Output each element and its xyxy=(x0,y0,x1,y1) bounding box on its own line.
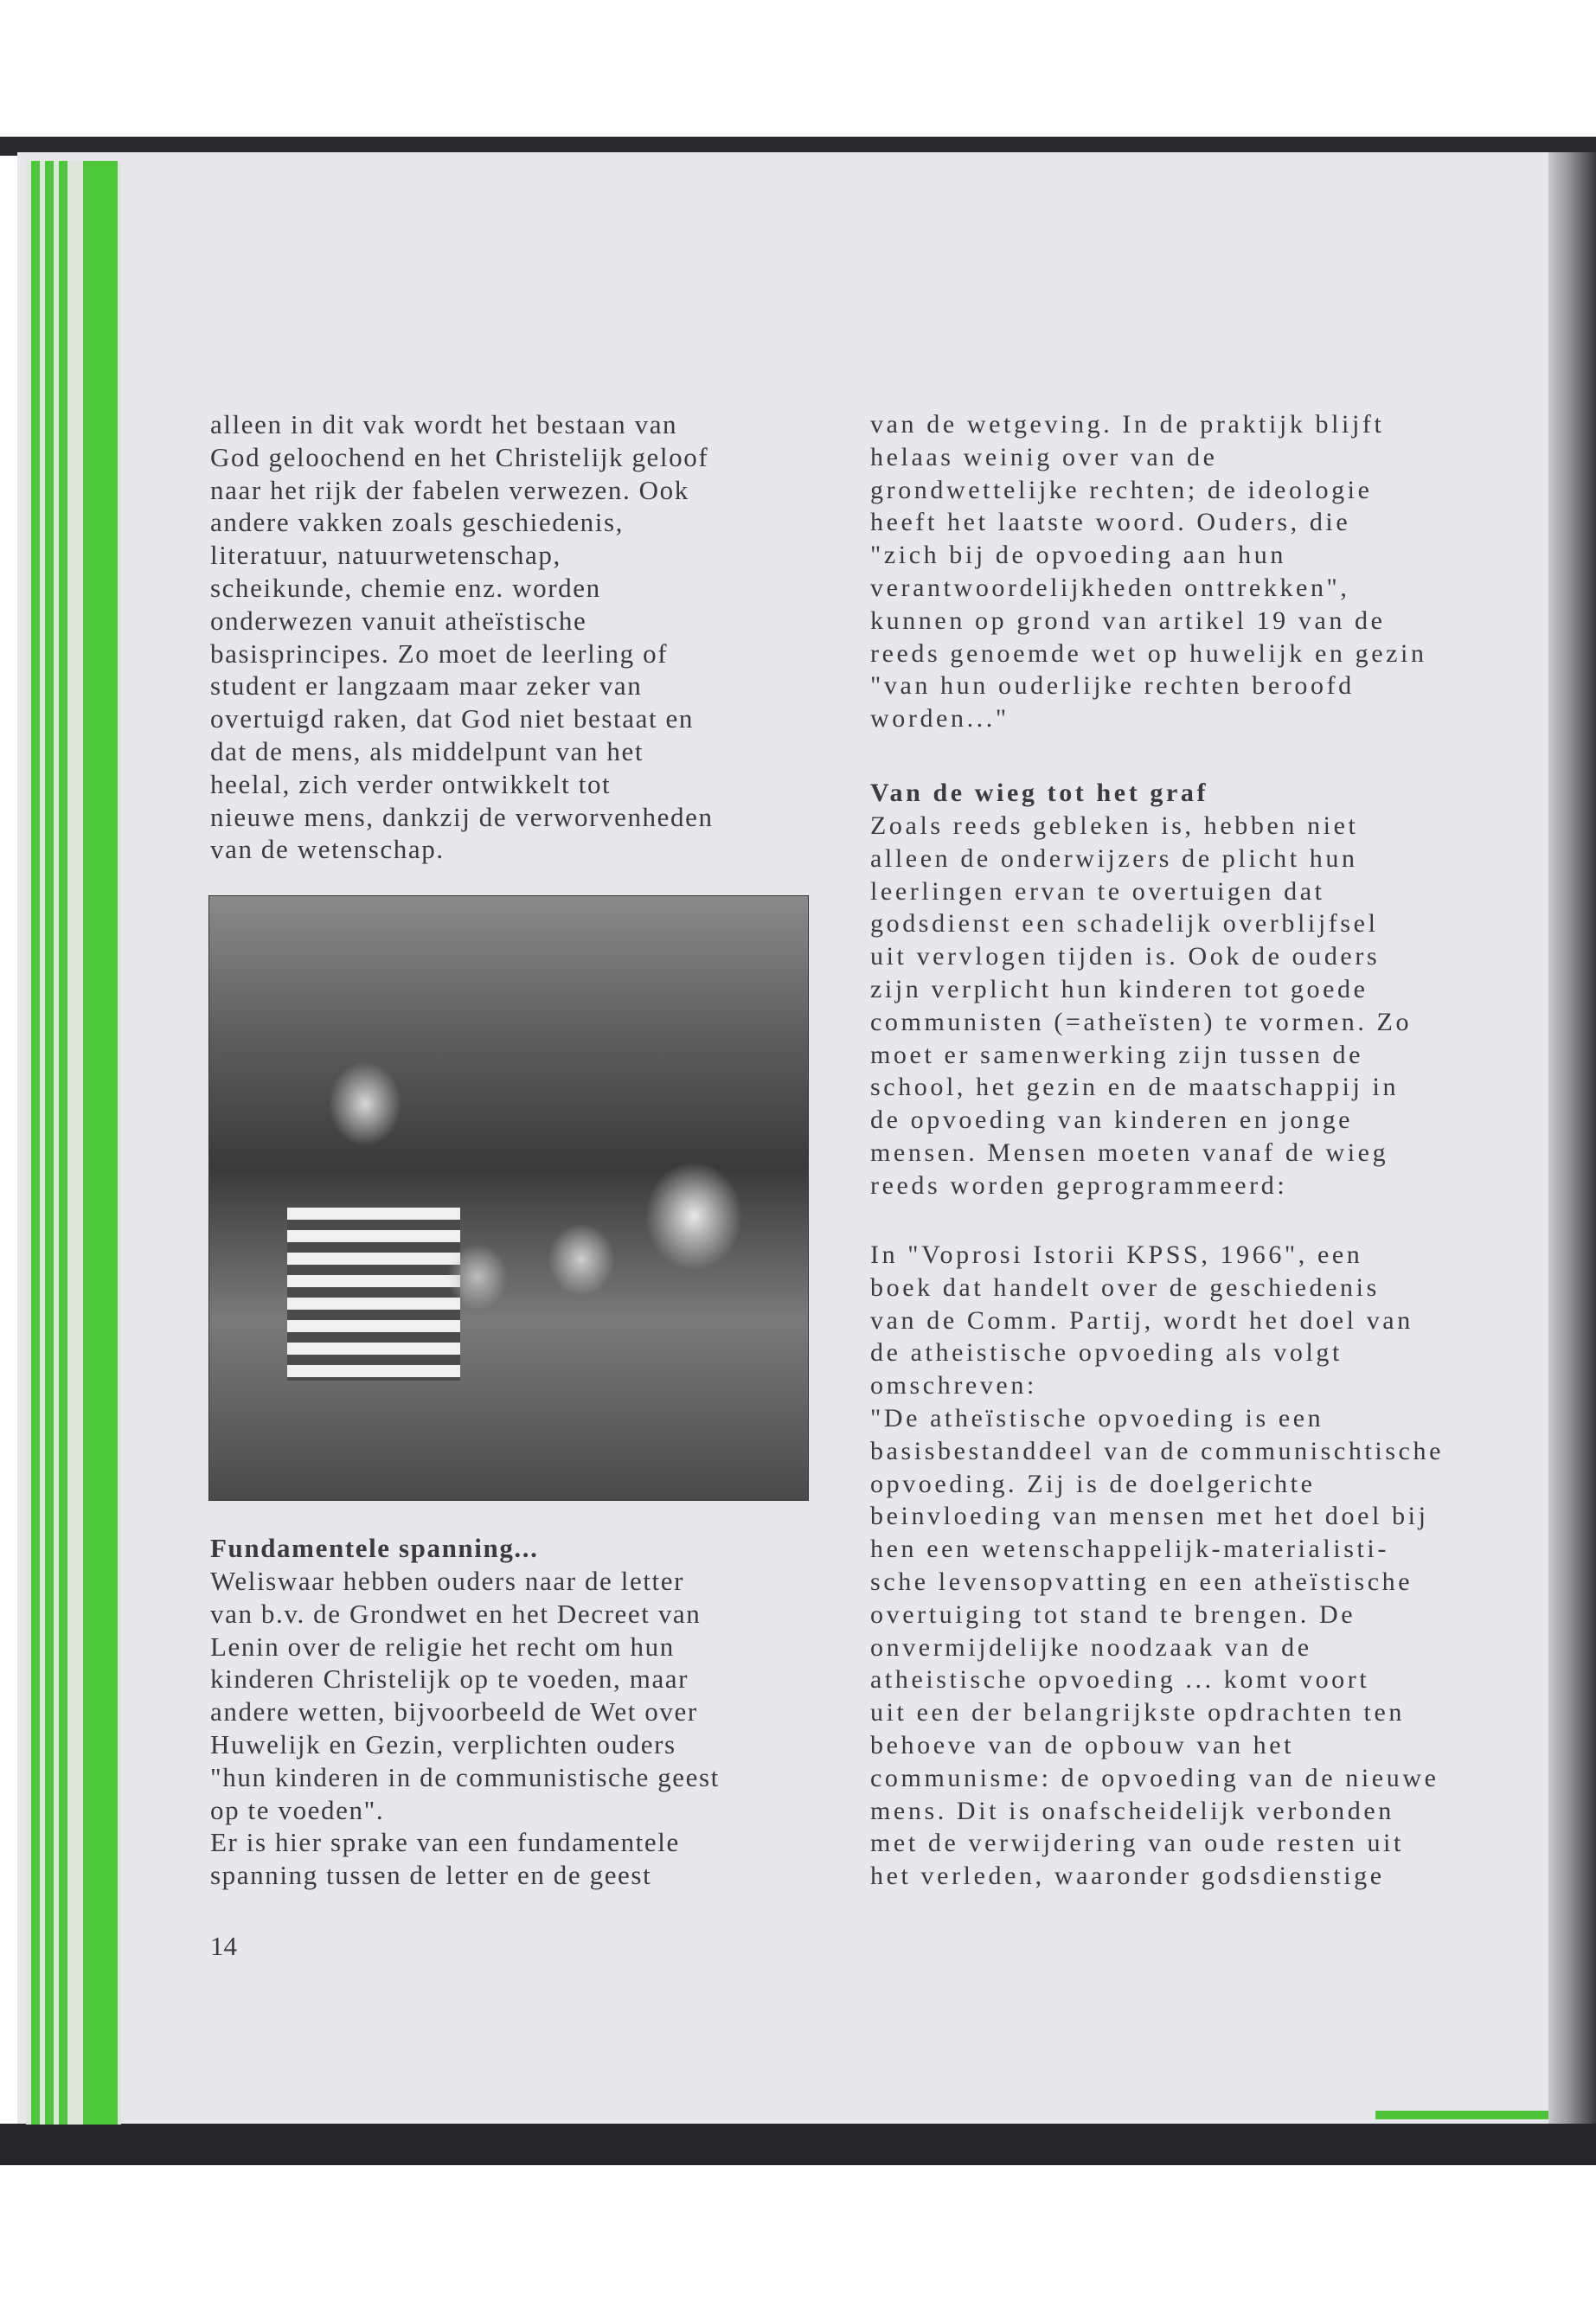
text-line: "van hun ouderlijke rechten beroofd xyxy=(870,671,1355,701)
text-line: andere vakken zoals geschiedenis, xyxy=(210,507,625,538)
text-line: nieuwe mens, dankzij de verworvenheden xyxy=(210,801,714,832)
text-line: spanning tussen de letter en de geest xyxy=(210,1860,652,1891)
text-line: hen een wetenschappelijk-materialisti- xyxy=(870,1535,1389,1564)
right-paragraph-1 xyxy=(870,408,1427,735)
text-line: sche levensopvatting en een atheïstische xyxy=(870,1567,1413,1596)
text-line: mens. Dit is onafscheidelijk verbonden xyxy=(870,1796,1394,1825)
text-line: opvoeding. Zij is de doelgerichte xyxy=(870,1469,1316,1498)
text-line: helaas weinig over van de xyxy=(870,442,1218,471)
page-number: 14 xyxy=(210,1931,237,1961)
scan-bottom-border xyxy=(0,2124,1596,2165)
text-line: "hun kinderen in de communistische geest xyxy=(210,1761,720,1792)
text-line: communisme: de opvoeding van de nieuwe xyxy=(870,1763,1439,1792)
text-line: Weliswaar hebben ouders naar de letter xyxy=(210,1566,685,1596)
text-line: reeds worden geprogrammeerd: xyxy=(870,1170,1288,1200)
text-line: In "Voprosi Istorii KPSS, 1966", een xyxy=(870,1240,1363,1269)
text-line: dat de mens, als middelpunt van het xyxy=(210,735,644,766)
text-line: worden..." xyxy=(870,704,1010,734)
text-line: uit een der belangrijkste opdrachten ten xyxy=(870,1698,1405,1727)
section-heading-van-de-wieg xyxy=(870,777,1208,810)
text-line: moet er samenwerking zijn tussen de xyxy=(870,1040,1364,1069)
text-line: God geloochend en het Christelijk geloof xyxy=(210,441,709,472)
text-line: beinvloeding van mensen met het doel bij xyxy=(870,1502,1429,1531)
text-line: Zoals reeds gebleken is, hebben niet xyxy=(870,811,1359,840)
text-line: student er langzaam maar zeker van xyxy=(210,670,643,702)
text-line: kinderen Christelijk op te voeden, maar xyxy=(210,1663,689,1695)
green-stripe xyxy=(83,161,118,2125)
text-line: leerlingen ervan te overtuigen dat xyxy=(870,876,1325,906)
text-line: overtuigd raken, dat God niet bestaat en xyxy=(210,703,694,734)
text-line: met de verwijdering van oude resten uit xyxy=(870,1829,1404,1858)
green-page-edge xyxy=(1375,2111,1548,2119)
text-line: omschreven: xyxy=(870,1371,1037,1400)
text-line: het verleden, waaronder godsdienstige xyxy=(870,1862,1385,1891)
text-line: Lenin over de religie het recht om hun xyxy=(210,1631,675,1662)
text-line: onvermijdelijke noodzaak van de xyxy=(870,1632,1312,1662)
text-line: heeft het laatste woord. Ouders, die xyxy=(870,508,1351,537)
text-line: andere wetten, bijvoorbeeld de Wet over xyxy=(210,1696,698,1727)
text-line: basisprincipes. Zo moet de leerling of xyxy=(210,638,669,669)
text-line: boek dat handelt over de geschiedenis xyxy=(870,1272,1380,1302)
photo-children-singing xyxy=(208,895,809,1501)
text-line: Huwelijk en Gezin, verplichten ouders xyxy=(210,1728,676,1759)
text-line: van b.v. de Grondwet en het Decreet van xyxy=(210,1598,702,1629)
text-line: communisten (=atheïsten) te vormen. Zo xyxy=(870,1007,1413,1036)
text-line: "zich bij de opvoeding aan hun xyxy=(870,541,1286,570)
text-line: alleen de onderwijzers de plicht hun xyxy=(870,843,1358,873)
text-line: de atheistische opvoeding als volgt xyxy=(870,1338,1343,1368)
text-line: Er is hier sprake van een fundamentele xyxy=(210,1827,680,1858)
text-line: verantwoordelijkheden onttrekken", xyxy=(870,573,1350,602)
heading-text: Fundamentele spanning... xyxy=(210,1533,539,1563)
left-paragraph-1 xyxy=(210,408,714,866)
text-line: mensen. Mensen moeten vanaf de wieg xyxy=(870,1138,1389,1167)
text-line: uit vervlogen tijden is. Ook de ouders xyxy=(870,942,1381,971)
text-line: van de wetenschap. xyxy=(210,834,445,865)
text-line: atheistische opvoeding ... komt voort xyxy=(870,1665,1370,1695)
text-line: literatuur, natuurwetenschap, xyxy=(210,540,561,571)
right-paragraph-2 xyxy=(870,810,1412,1202)
text-line: van de Comm. Partij, wordt het doel van xyxy=(870,1305,1413,1335)
text-line: reeds genoemde wet op huwelijk en gezin xyxy=(870,638,1427,668)
text-line: behoeve van de opbouw van het xyxy=(870,1730,1295,1759)
text-line: heelal, zich verder ontwikkelt tot xyxy=(210,768,612,799)
text-line: scheikunde, chemie enz. worden xyxy=(210,572,601,603)
green-stripe xyxy=(45,161,54,2125)
left-paragraph-2 xyxy=(210,1565,720,1892)
text-line: "De atheïstische opvoeding is een xyxy=(870,1403,1324,1433)
heading-text: Van de wieg tot het graf xyxy=(870,779,1209,807)
text-line: op te voeden". xyxy=(210,1794,385,1825)
text-line: zijn verplicht hun kinderen tot goede xyxy=(870,974,1368,1003)
section-heading-fundamentele-spanning xyxy=(210,1532,538,1565)
text-line: grondwettelijke rechten; de ideologie xyxy=(870,475,1373,504)
text-line: godsdienst een schadelijk overblijfsel xyxy=(870,909,1379,939)
text-line: overtuiging tot stand te brengen. De xyxy=(870,1599,1356,1629)
green-stripe xyxy=(59,161,67,2125)
text-line: naar het rijk der fabelen verwezen. Ook xyxy=(210,474,689,505)
text-line: school, het gezin en de maatschappij in xyxy=(870,1073,1400,1102)
text-line: de opvoeding van kinderen en jonge xyxy=(870,1106,1354,1135)
text-line: van de wetgeving. In de praktijk blijft xyxy=(870,410,1385,439)
right-paragraph-3 xyxy=(870,1239,1444,1893)
text-line: alleen in dit vak wordt het bestaan van xyxy=(210,409,678,439)
text-line: onderwezen vanuit atheïstische xyxy=(210,605,587,636)
green-stripe xyxy=(31,161,40,2125)
text-line: basisbestanddeel van de communischtische xyxy=(870,1436,1445,1465)
book-spine-edge xyxy=(1548,152,1596,2142)
text-line: kunnen op grond van artikel 19 van de xyxy=(870,606,1386,635)
